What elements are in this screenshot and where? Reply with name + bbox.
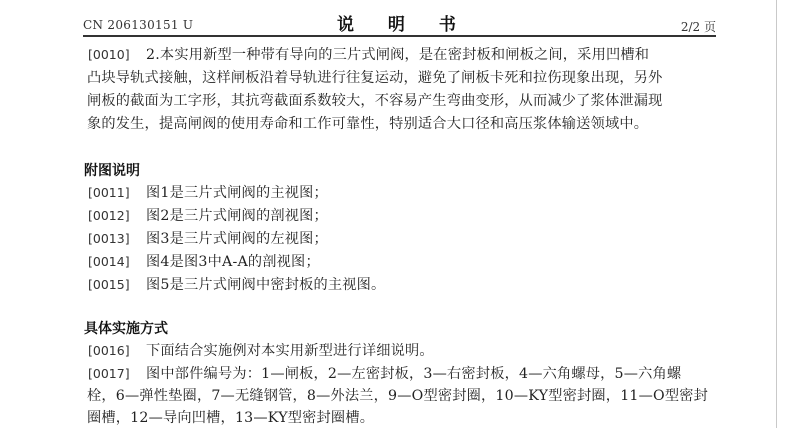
page-header: [83, 8, 716, 36]
paragraph-0017-line-3: [87, 407, 374, 427]
paragraph-text: 凸块导轨式接触，这样闸板沿着导轨进行往复运动，避免了闸板卡死和拉伤现象出现，另外: [87, 70, 663, 86]
figure-caption: 图4是图3中A-A的剖视图；: [146, 254, 320, 270]
paragraph-0010-line-1: [88, 44, 649, 64]
figure-item: [88, 251, 320, 271]
paragraph-text: 闸板的截面为工字形，其抗弯截面系数较大，不容易产生弯曲变形，从而减少了浆体泄漏现: [87, 93, 663, 109]
paragraph-text: 下面结合实施例对本实用新型进行详细说明。: [146, 343, 434, 359]
patent-number: CN 206130151 U: [83, 18, 194, 32]
header-rule: [83, 35, 716, 37]
paragraph-text: 象的发生，提高闸阀的使用寿命和工作可靠性，特别适合大口径和高压浆体输送领域中。: [87, 116, 649, 132]
page-edge-divider: [776, 0, 777, 428]
figure-caption: 图5是三片式闸阀中密封板的主视图。: [146, 277, 386, 293]
paragraph-0017-line-1: [88, 363, 681, 383]
paragraph-0016: [88, 340, 434, 360]
figure-caption: 图3是三片式闸阀的左视图；: [146, 231, 328, 247]
paragraph-number: [0017]: [88, 366, 130, 381]
document-title: 说 明 书: [337, 15, 470, 35]
figure-item: [88, 205, 328, 225]
section-heading-figures: 附图说明: [84, 163, 140, 179]
paragraph-text: 栓，6—弹性垫圈，7—无缝钢管，8—外法兰，9—O型密封圈，10—KY型密封圈，11—O型密封: [87, 388, 709, 404]
paragraph-number: [0011]: [88, 185, 130, 200]
paragraph-number: [0015]: [88, 277, 130, 292]
paragraph-text: 圈槽，12—导向凹槽，13—KY型密封圈槽。: [87, 410, 375, 426]
paragraph-0010-line-4: [87, 113, 648, 133]
page-number: 2/2 页: [680, 20, 716, 34]
paragraph-number: [0014]: [88, 254, 130, 269]
paragraph-0017-line-2: [87, 385, 708, 405]
section-heading-embodiment: 具体实施方式: [84, 321, 168, 337]
paragraph-number: [0016]: [88, 343, 130, 358]
paragraph-number: [0010]: [88, 47, 130, 62]
paragraph-text: 2.本实用新型一种带有导向的三片式闸阀，是在密封板和闸板之间，采用凹槽和: [146, 47, 650, 63]
paragraph-0010-line-2: [87, 67, 663, 87]
paragraph-0010-line-3: [87, 90, 663, 110]
figure-caption: 图2是三片式闸阀的剖视图；: [146, 208, 328, 224]
paragraph-number: [0013]: [88, 231, 130, 246]
figure-item: [88, 182, 328, 202]
figure-caption: 图1是三片式闸阀的主视图；: [146, 185, 328, 201]
paragraph-text: 图中部件编号为：1—闸板，2—左密封板，3—右密封板，4—六角螺母，5—六角螺: [146, 366, 682, 382]
figure-item: [88, 274, 385, 294]
figure-item: [88, 228, 328, 248]
paragraph-number: [0012]: [88, 208, 130, 223]
